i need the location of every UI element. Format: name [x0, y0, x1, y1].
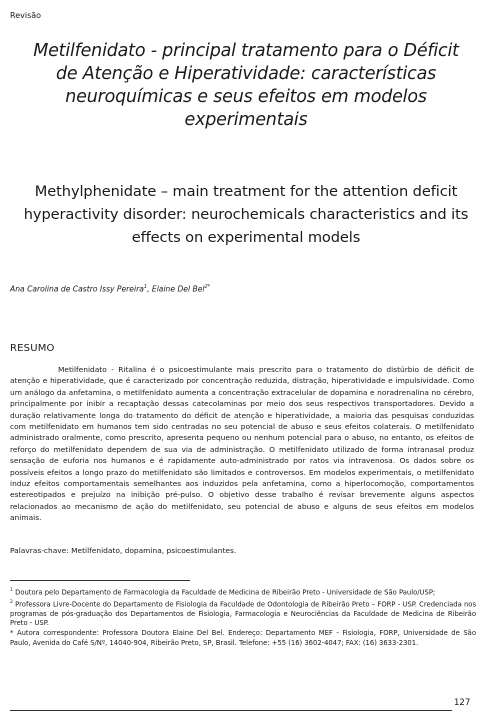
- footnote-text: * Autora correspondente: Professora Doutora Elaine Del Bel. Endereço: Departamento MEF - Fisiologia, FORP, Universidade de São Paulo, Avenida do Café S/Nº, 14040-904, Ribeirão Preto, SP, Brasil. Telefone: +55 (16) 3602-4047; FAX: (16) 3633-2301.: [10, 628, 476, 647]
- footnote-mark: 2: [10, 599, 13, 605]
- page-number: 127: [454, 698, 471, 708]
- author-1-mark: 1: [143, 284, 148, 290]
- footnote-corresponding: [10, 629, 476, 648]
- author-1: Ana Carolina de Castro Issy Pereira: [10, 284, 144, 294]
- title-portuguese: Metilfenidato - principal tratamento para o Déficit de Atenção e Hiperatividade: características neuroquímicas e seus efeitos em modelos experimentais: [33, 41, 459, 130]
- footnote-mark: 1: [10, 588, 13, 593]
- abstract-body: Metilfenidato - Ritalina é o psicoestimulante mais prescrito para o tratamento do distúrbio de déficit de atenção e hiperatividade, que é caracterizado por concentração reduzida, distração, hiperatividade e impulsividade. Como um análogo da anfetamina, o metilfenidato aumenta a concentração extracelular de dopamina e noradrenalina no cérebro, principalmente por inibir a recaptação dessas catecolaminas por meio dos seus respectivos transportadores. Devido a duração relativamente longa do tratamento do déficit de atenção e hiperatividade, a maioria das pesquisas conduzidas com metilfenidato em humanos tem sido centradas no seu potencial de abuso e seus efeitos colaterais. O metilfenidato administrado oralmente, como prescrito, apresenta pequeno ou nenhum potencial para o abuso, no entanto, os efeitos de reforço do metilfenidato dependem de sua via de administração. O metilfenidato utilizado de forma intranasal produz sensação de euforia nos humanos e é rapidamente auto-administrado por ratos via intravenosa. Os dados sobre os possíveis efeitos a longo prazo do metilfenidato são limitados e controversos. Em modelos experimentais, o metilfenidato induz efeitos comportamentais semelhantes aos induzidos pela anfetamina, como a hiperlocomoção, comportamentos estereotipados e prejuízo na inibição pré-pulso. O objetivo desse trabalho é revisar brevemente alguns aspectos relacionados ao mecanismo de ação do metilfenidato, seu potencial de abuso e alguns de seus efeitos em modelos animais.: [10, 365, 474, 523]
- section-label: Revisão: [10, 11, 42, 20]
- resumo-heading: RESUMO: [10, 343, 55, 354]
- footnote-divider: [10, 580, 190, 581]
- keywords-label: Palavras-chave:: [10, 546, 69, 555]
- page-bottom-rule: [10, 710, 452, 711]
- author-separator: ,: [147, 284, 152, 294]
- author-2: Elaine Del Bel: [151, 284, 205, 294]
- footnote-1: [10, 586, 476, 598]
- keywords-line: [10, 546, 236, 555]
- author-line: [10, 284, 210, 294]
- footnotes: [10, 586, 476, 648]
- keywords-text: Metilfenidato, dopamina, psicoestimulantes.: [68, 546, 237, 555]
- footnote-text: Professora Livre-Docente do Departamento de Fisiologia da Faculdade de Odontologia de Ribeirão Preto – FORP - USP. Credenciada nos programas de pós-graduação dos Departamentos de Fisiologia, Farmacologia e Neurociências da Faculdade de Medicina de Ribeirão Preto - USP.: [10, 600, 476, 628]
- title-english: Methylphenidate – main treatment for the attention deficit hyperactivity disorder: neurochemicals characteristics and its effects on experimental models: [23, 183, 469, 246]
- footnote-2: [10, 598, 476, 629]
- footnote-text: Doutora pelo Departamento de Farmacologia da Faculdade de Medicina de Ribeirão Preto - Universidade de São Paulo/USP;: [12, 588, 436, 597]
- author-2-mark: 2*: [204, 284, 211, 290]
